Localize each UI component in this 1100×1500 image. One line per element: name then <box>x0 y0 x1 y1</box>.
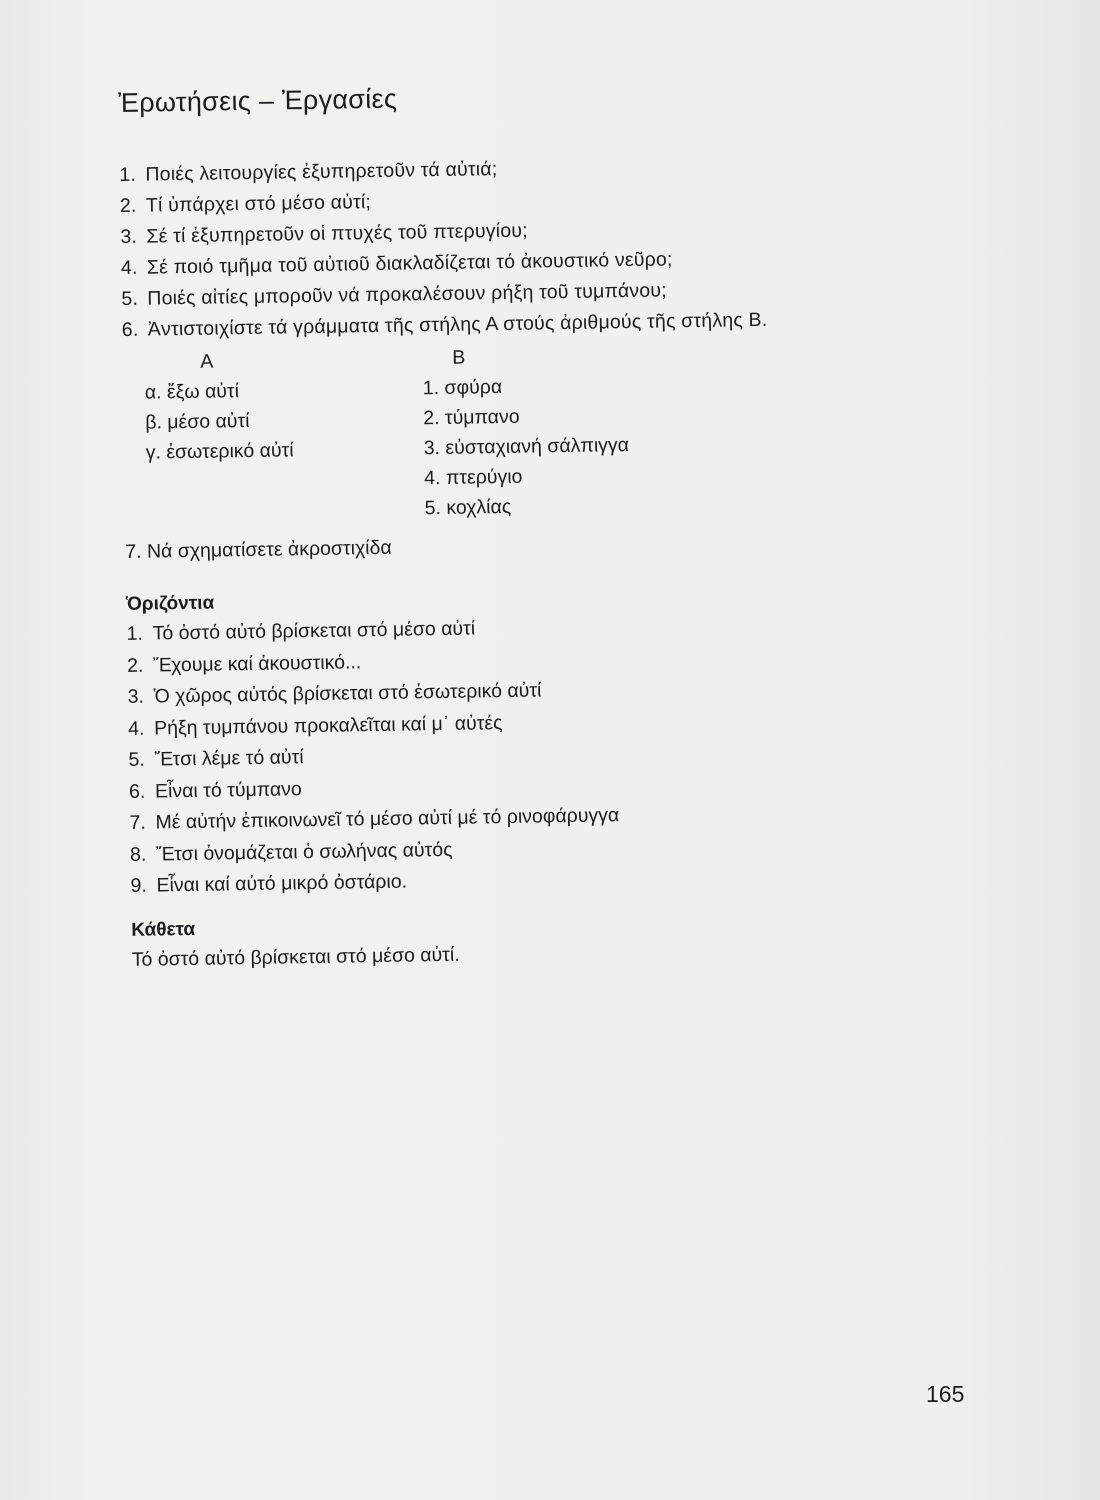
question-number: 5. <box>121 287 139 310</box>
clue-text: Εἶναι καί αὐτό μικρό ὀστάριο. <box>156 870 408 897</box>
column-a-item: β. μέσο αὐτί <box>145 409 250 434</box>
clue-number: 5. <box>128 748 146 771</box>
across-title: Ὁριζόντια <box>125 592 215 615</box>
column-b <box>422 339 725 524</box>
question-text: Ποιές λειτουργίες ἐξυπηρετοῦν τά αὐτιά; <box>145 158 498 186</box>
page-number: 165 <box>926 1381 965 1407</box>
question-text: Τί ὑπάρχει στό μέσο αὐτί; <box>145 191 372 217</box>
clue-text: Ἔτσι ὀνομάζεται ὁ σωλήνας αὐτός <box>155 838 453 865</box>
question-number: 6. <box>121 318 139 341</box>
column-b-item: 2. τύμπανο <box>423 405 520 430</box>
column-b-item: 1. σφύρα <box>422 376 503 400</box>
clue-number: 6. <box>128 780 146 803</box>
question-text: Ποιές αἰτίες μποροῦν νά προκαλέσουν ρήξη τοῦ τυμπάνου; <box>147 279 667 310</box>
clue-number: 9. <box>130 874 148 897</box>
column-a <box>144 344 406 468</box>
question-text: Ἀντιστοιχίστε τά γράμματα τῆς στήλης Α στούς ἀριθμούς τῆς στήλης Β. <box>147 308 768 341</box>
down-clue: Τό ὀστό αὐτό βρίσκεται στό μέσο αὐτί. <box>131 943 460 971</box>
section-heading: Ἐρωτήσεις – Ἐργασίες <box>118 83 398 118</box>
clue-number: 3. <box>127 685 145 708</box>
column-a-item: α. ἔξω αὐτί <box>144 380 240 404</box>
column-b-header: Β <box>452 346 466 369</box>
clue-number: 4. <box>127 717 145 740</box>
clue-text: Τό ὀστό αὐτό βρίσκεται στό μέσο αὐτί <box>152 617 476 645</box>
question-text: Σέ τί ἐξυπηρετοῦν οἱ πτυχές τοῦ πτερυγίου; <box>146 219 528 248</box>
down-title: Κάθετα <box>131 918 196 941</box>
matching-exercise <box>122 334 1005 533</box>
page-content <box>118 72 1012 974</box>
clue-text: Ἔτσι λέμε τό αὐτί <box>154 746 304 771</box>
column-a-item: γ. ἐσωτερικό αὐτί <box>145 439 294 464</box>
clue-number: 8. <box>129 843 147 866</box>
column-b-item: 4. πτερύγιο <box>424 465 523 490</box>
clue-text: Ἔχουμε καί ἀκουστικό... <box>152 650 362 677</box>
clue-text: Ρήξη τυμπάνου προκαλεῖται καί μ᾽ αὐτές <box>153 711 503 740</box>
column-b-item: 3. εὐσταχιανή σάλπιγγα <box>423 434 630 460</box>
clue-text: Εἶναι τό τύμπανο <box>154 777 302 803</box>
question-list <box>119 146 1002 346</box>
clue-number: 2. <box>126 654 144 677</box>
question-number: 2. <box>119 194 137 217</box>
clue-number: 1. <box>126 622 144 645</box>
clue-number: 7. <box>129 811 147 834</box>
column-b-item: 5. κοχλίας <box>424 495 512 520</box>
question-7: 7. Νά σχηματίσετε ἀκροστιχίδα <box>125 536 392 563</box>
clue-text: Μέ αὐτήν ἐπικοινωνεῖ τό μέσο αὐτί μέ τό ρινοφάρυγγα <box>155 804 620 834</box>
question-text: Σέ ποιό τμῆμα τοῦ αὐτιοῦ διακλαδίζεται τό ἀκουστικό νεῦρο; <box>146 248 673 279</box>
clue-text: Ὁ χῶρος αὐτός βρίσκεται στό ἐσωτερικό αὐτί <box>153 679 542 708</box>
column-a-header: Α <box>200 350 214 373</box>
question-number: 3. <box>120 225 138 248</box>
across-clues <box>126 605 1010 902</box>
question-number: 1. <box>119 163 137 186</box>
question-number: 4. <box>120 256 138 279</box>
